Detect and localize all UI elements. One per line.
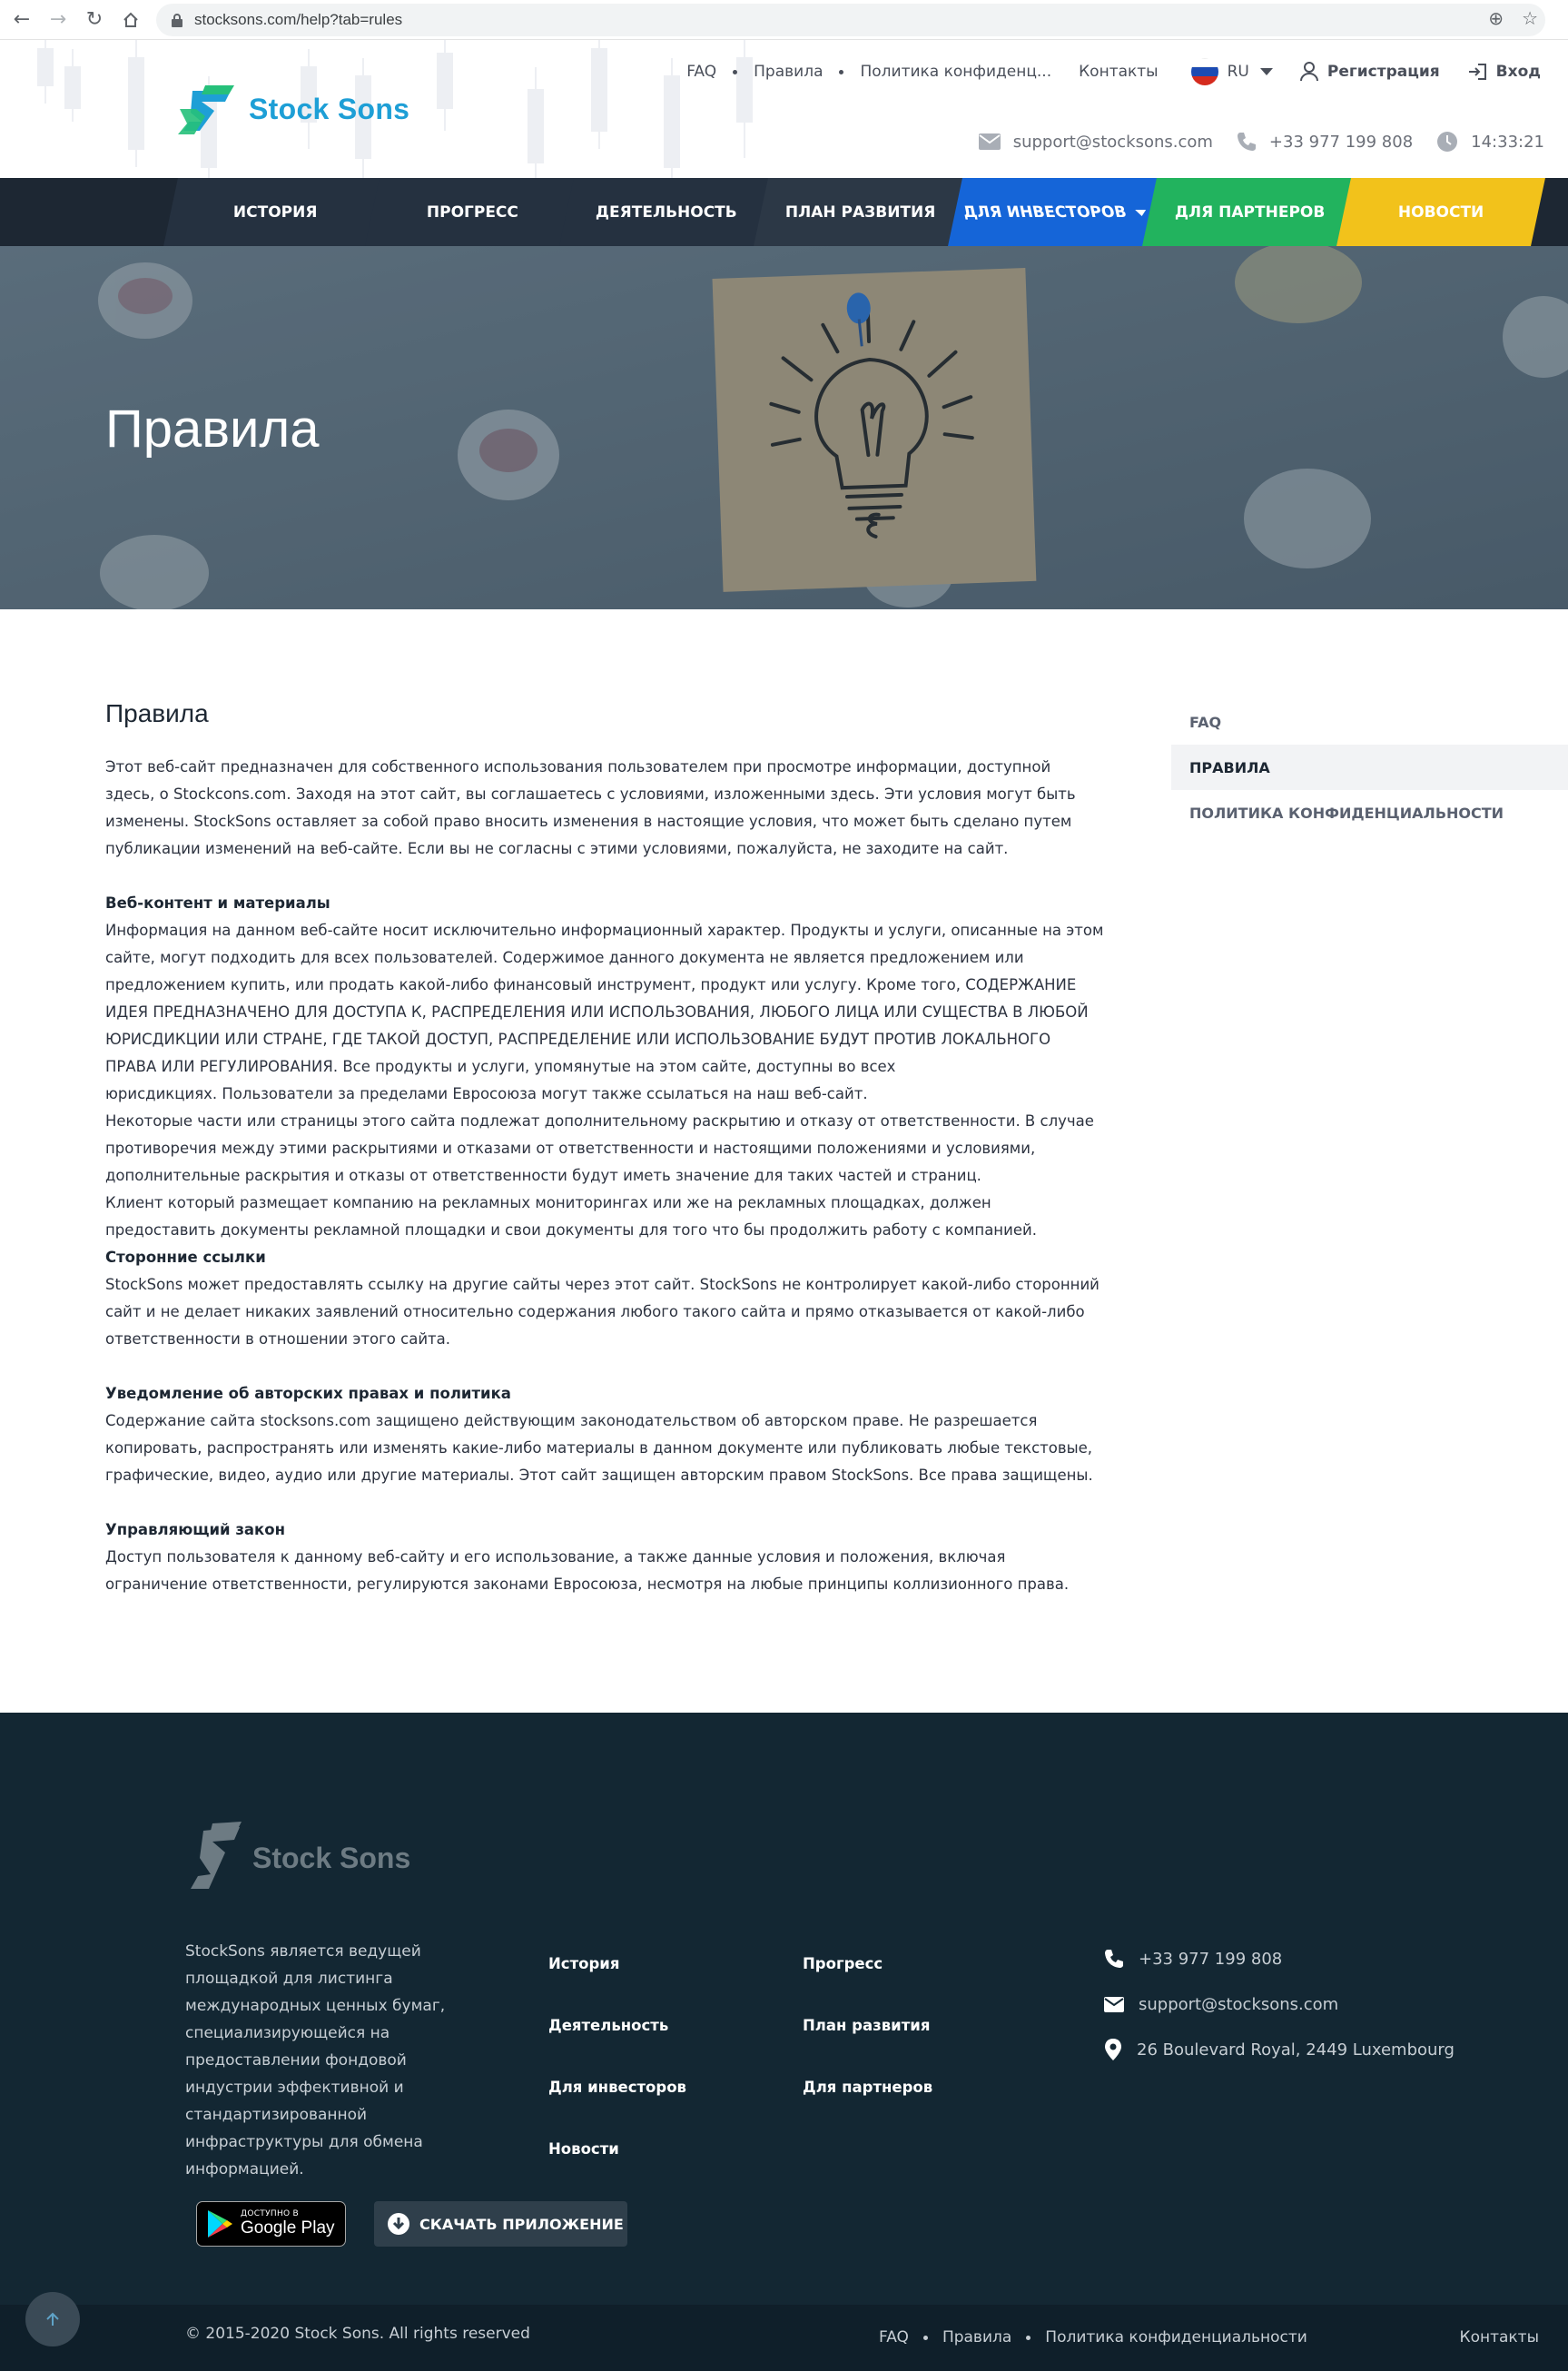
nav-partners-label: ДЛЯ ПАРТНЕРОВ: [1175, 203, 1326, 222]
language-code: RU: [1227, 63, 1249, 81]
section-line: юрисдикциях. Пользователи за пределами Евросоюза могут также ссылаться на наш веб-сайт.: [105, 1085, 868, 1102]
top-link-rules[interactable]: Правила: [754, 63, 823, 81]
footer-link-roadmap[interactable]: План развития: [803, 2017, 931, 2034]
intro-line: Этот веб-сайт предназначен для собственного использования пользователем при просмотре информации, доступной: [105, 758, 1051, 776]
section-line: ограничение ответственности, регулируются законами Евросоюза, несмотря на любые принципы коллизионного права.: [105, 1576, 1070, 1593]
nav-progress[interactable]: [365, 178, 579, 246]
top-navigation: [676, 58, 1541, 85]
footer-contacts: [1104, 1936, 1455, 2072]
chevron-down-icon: [1135, 209, 1147, 215]
footer-links: [548, 1951, 1057, 2163]
nav-roadmap[interactable]: [754, 178, 968, 246]
section-line: ИДЕЯ ПРЕДНАЗНАЧЕНО ДЛЯ ДОСТУПА К, РАСПРЕДЕЛЕНИЯ ИЛИ ИСПОЛЬЗОВАНИЯ, ЛЮБОГО ЛИЦА ИЛИ СУЩЕСТВА В ЛЮБОЙ: [105, 1003, 1089, 1021]
footer-address-text: 26 Boulevard Royal, 2449 Luxembourg: [1137, 2040, 1455, 2060]
footer-address: [1104, 2027, 1455, 2072]
top-link-contacts[interactable]: Контакты: [1079, 63, 1159, 81]
section-line: Некоторые части или страницы этого сайта подлежат дополнительному раскрытию и отказу от ответственности. В случае: [105, 1112, 1094, 1130]
phone-icon: [1237, 132, 1257, 152]
download-app-label: СКАЧАТЬ ПРИЛОЖЕНИЕ: [419, 2215, 624, 2233]
section-line: Доступ пользователя к данному веб-сайту и его использование, а также данные условия и положения, включая: [105, 1548, 1006, 1566]
intro-line: здесь, о Stockcons.com. Заходя на этот сайт, вы соглашаетесь с условиями, изложенными здесь. Эти условия могут быть: [105, 785, 1076, 803]
nav-investors[interactable]: [948, 178, 1162, 246]
url-text: stocksons.com/help?tab=rules: [194, 11, 403, 28]
nav-history-label: ИСТОРИЯ: [232, 203, 318, 222]
content-title: Правила: [105, 699, 209, 727]
nav-news[interactable]: [1336, 178, 1545, 246]
bottom-link-privacy[interactable]: Политика конфиденциальности: [1045, 2328, 1307, 2346]
separator-dot: [1026, 2336, 1031, 2340]
sidebar-item-privacy[interactable]: ПОЛИТИКА КОНФИДЕНЦИАЛЬНОСТИ: [1189, 804, 1504, 822]
register-label: Регистрация: [1326, 63, 1440, 81]
scroll-to-top-button[interactable]: [25, 2292, 80, 2346]
mail-icon: [1104, 1997, 1124, 2012]
footer-link-history[interactable]: История: [548, 1955, 620, 1972]
main-navigation: [0, 178, 1568, 246]
mail-icon: [979, 133, 1001, 150]
footer-phone[interactable]: [1104, 1936, 1455, 1981]
section-line: сайте, могут подходить для всех пользователей. Содержимое данного документа не является предложением или: [105, 949, 1024, 966]
footer-about: StockSons является ведущей площадкой для листинга международных ценных бумаг, специализирующейся на предоставлении фондовой индустрии эффективной и стандартизированной инфраструктуры для обмена информацией.: [185, 1942, 446, 2178]
clock-icon: [1436, 131, 1458, 153]
google-play-icon: [206, 2209, 233, 2238]
logo-mark-icon: [174, 82, 240, 136]
section-line: графические, видео, аудио или другие материалы. Этот сайт защищен авторским правом StockSons. Все права защищены.: [105, 1467, 1093, 1484]
section-line: противоречия между этими раскрытиями и отказами от ответственности и настоящими положениями и условиями,: [105, 1140, 1036, 1157]
bottom-link-contacts[interactable]: Контакты: [1459, 2328, 1539, 2346]
bottom-link-faq[interactable]: FAQ: [879, 2328, 909, 2346]
separator-dot: [839, 70, 843, 74]
lock-icon: [171, 13, 183, 27]
login-icon: [1467, 63, 1487, 81]
login-link[interactable]: [1467, 63, 1541, 81]
site-header: [0, 40, 1568, 178]
header-email-text: support@stocksons.com: [1012, 132, 1213, 152]
section-line: Клиент который размещает компанию на рекламных мониторингах или же на рекламных площадках, должен: [105, 1194, 991, 1211]
phone-icon: [1104, 1949, 1124, 1969]
browser-toolbar: [0, 0, 1568, 40]
header-contacts: [955, 131, 1544, 153]
home-icon[interactable]: [113, 2, 149, 38]
footer-link-activity[interactable]: Деятельность: [548, 2017, 669, 2034]
address-bar[interactable]: [156, 4, 1545, 36]
nav-news-label: НОВОСТИ: [1397, 203, 1484, 222]
site-footer: [0, 1713, 1568, 2371]
logo-text: Stock Sons: [249, 92, 410, 125]
separator-dot: [733, 70, 737, 74]
section-title-third-party: Сторонние ссылки: [105, 1249, 266, 1266]
arrow-up-icon: [44, 2311, 61, 2327]
footer-link-progress[interactable]: Прогресс: [803, 1955, 883, 1972]
section-line: ответственности в отношении этого сайта.: [105, 1330, 451, 1348]
add-icon[interactable]: ⊕: [1488, 7, 1504, 29]
google-play-badge[interactable]: [196, 2201, 346, 2247]
footer-bottom-links: [879, 2328, 1307, 2346]
section-line: ЮРИСДИКЦИИ ИЛИ СТРАНЕ, ГДЕ ТАКОЙ ДОСТУП, РАСПРЕДЕЛЕНИЕ ИЛИ ИСПОЛЬЗОВАНИЕ БУДУТ ПРОТИВ ЛОКАЛЬНОГО: [105, 1031, 1051, 1048]
nav-investors-label: ДЛЯ ИНВЕСТОРОВ: [962, 203, 1129, 222]
footer-bottom-bar: [0, 2305, 1568, 2371]
section-title-governing-law: Управляющий закон: [105, 1521, 285, 1538]
header-clock: [1436, 131, 1544, 153]
nav-roadmap-label: ПЛАН РАЗВИТИЯ: [785, 203, 936, 222]
back-icon[interactable]: ←: [13, 8, 31, 31]
hero-banner: [0, 246, 1568, 609]
nav-progress-label: ПРОГРЕСС: [426, 203, 518, 222]
header-time-text: 14:33:21: [1471, 132, 1544, 152]
register-link[interactable]: [1300, 62, 1440, 82]
location-pin-icon: [1104, 2039, 1122, 2060]
russia-flag-icon: [1191, 58, 1218, 85]
login-label: Вход: [1495, 63, 1541, 81]
top-link-privacy[interactable]: Политика конфиденц...: [860, 63, 1052, 81]
nav-history[interactable]: [163, 178, 387, 246]
section-line: Информация на данном веб-сайте носит исключительно информационный характер. Продукты и услуги, описанные на этом: [105, 922, 1104, 939]
section-line: сайт и не делает никаких заявлений относительно содержания любого такого сайта и прямо отказывается от какой-либо: [105, 1303, 1085, 1320]
nav-activity[interactable]: [559, 178, 774, 246]
separator-dot: [923, 2336, 928, 2340]
download-icon: [387, 2212, 410, 2236]
google-play-small: ДОСТУПНО В: [241, 2209, 300, 2218]
help-sidebar: [1171, 699, 1568, 835]
logo-mark-icon: [185, 1822, 245, 1894]
google-play-big: Google Play: [241, 2218, 335, 2238]
footer-email-text: support@stocksons.com: [1139, 1994, 1339, 2014]
chevron-down-icon: [1260, 68, 1273, 75]
bookmark-star-icon[interactable]: ☆: [1522, 7, 1538, 29]
hero-title: Правила: [105, 400, 320, 459]
footer-link-partners[interactable]: Для партнеров: [803, 2079, 933, 2096]
footer-link-investors[interactable]: Для инвесторов: [548, 2079, 686, 2096]
header-phone-text: +33 977 199 808: [1268, 132, 1414, 152]
intro-line: изменены. StockSons оставляет за собой право вносить изменения в настоящие условия, что может быть сделано путем: [105, 813, 1072, 830]
section-line: копировать, распространять или изменять какие-либо материалы в данном документе или публиковать любые текстовые,: [105, 1439, 1092, 1457]
footer-email[interactable]: [1104, 1981, 1455, 2027]
rules-content: [105, 699, 1104, 1598]
nav-activity-label: ДЕЯТЕЛЬНОСТЬ: [596, 203, 737, 222]
footer-logo[interactable]: [185, 1822, 410, 1894]
forward-icon[interactable]: →: [49, 8, 67, 31]
section-line: предложением купить, или продать какой-либо финансовый инструмент, продукт или услугу. Кроме того, СОДЕРЖАНИЕ: [105, 976, 1077, 993]
section-line: ПРАВА ИЛИ РЕГУЛИРОВАНИЯ. Все продукты и услуги, упомянутые на этом сайте, доступны во всех: [105, 1058, 896, 1075]
sidebar-item-rules[interactable]: ПРАВИЛА: [1171, 745, 1568, 790]
download-app-button[interactable]: [374, 2201, 627, 2247]
site-logo[interactable]: [174, 82, 409, 136]
footer-logo-text: Stock Sons: [252, 1841, 411, 1874]
section-line: Содержание сайта stocksons.com защищено действующим законодательством об авторском праве. Не разрешается: [105, 1412, 1038, 1429]
header-email[interactable]: [979, 133, 1213, 152]
copyright: © 2015-2020 Stock Sons. All rights reserved: [185, 2325, 530, 2343]
section-line: предоставить документы рекламной площадки и свои документы для того что бы продолжить работу с компанией.: [105, 1221, 1037, 1239]
user-icon: [1300, 62, 1318, 82]
footer-link-news[interactable]: Новости: [548, 2140, 619, 2158]
bottom-link-rules[interactable]: Правила: [942, 2328, 1012, 2346]
sidebar-item-faq[interactable]: FAQ: [1189, 713, 1222, 731]
nav-partners[interactable]: [1142, 178, 1358, 246]
intro-line: публикации изменений на веб-сайте. Если вы не согласны с этими условиями, пожалуйста, не заходите на сайт.: [105, 840, 1009, 857]
section-title-copyright: Уведомление об авторских правах и политика: [105, 1385, 511, 1402]
section-title-content: Веб-контент и материалы: [105, 894, 330, 912]
header-phone[interactable]: [1237, 132, 1413, 152]
top-link-faq[interactable]: FAQ: [686, 63, 717, 81]
section-line: дополнительные раскрытия и отказы от ответственности будут иметь значение для таких частей и страниц.: [105, 1167, 981, 1184]
section-line: StockSons может предоставлять ссылку на другие сайты через этот сайт. StockSons не контролирует какой-либо сторонний: [105, 1276, 1100, 1293]
reload-icon[interactable]: ↻: [85, 8, 104, 31]
footer-phone-text: +33 977 199 808: [1139, 1949, 1283, 1969]
language-selector[interactable]: [1191, 58, 1273, 85]
